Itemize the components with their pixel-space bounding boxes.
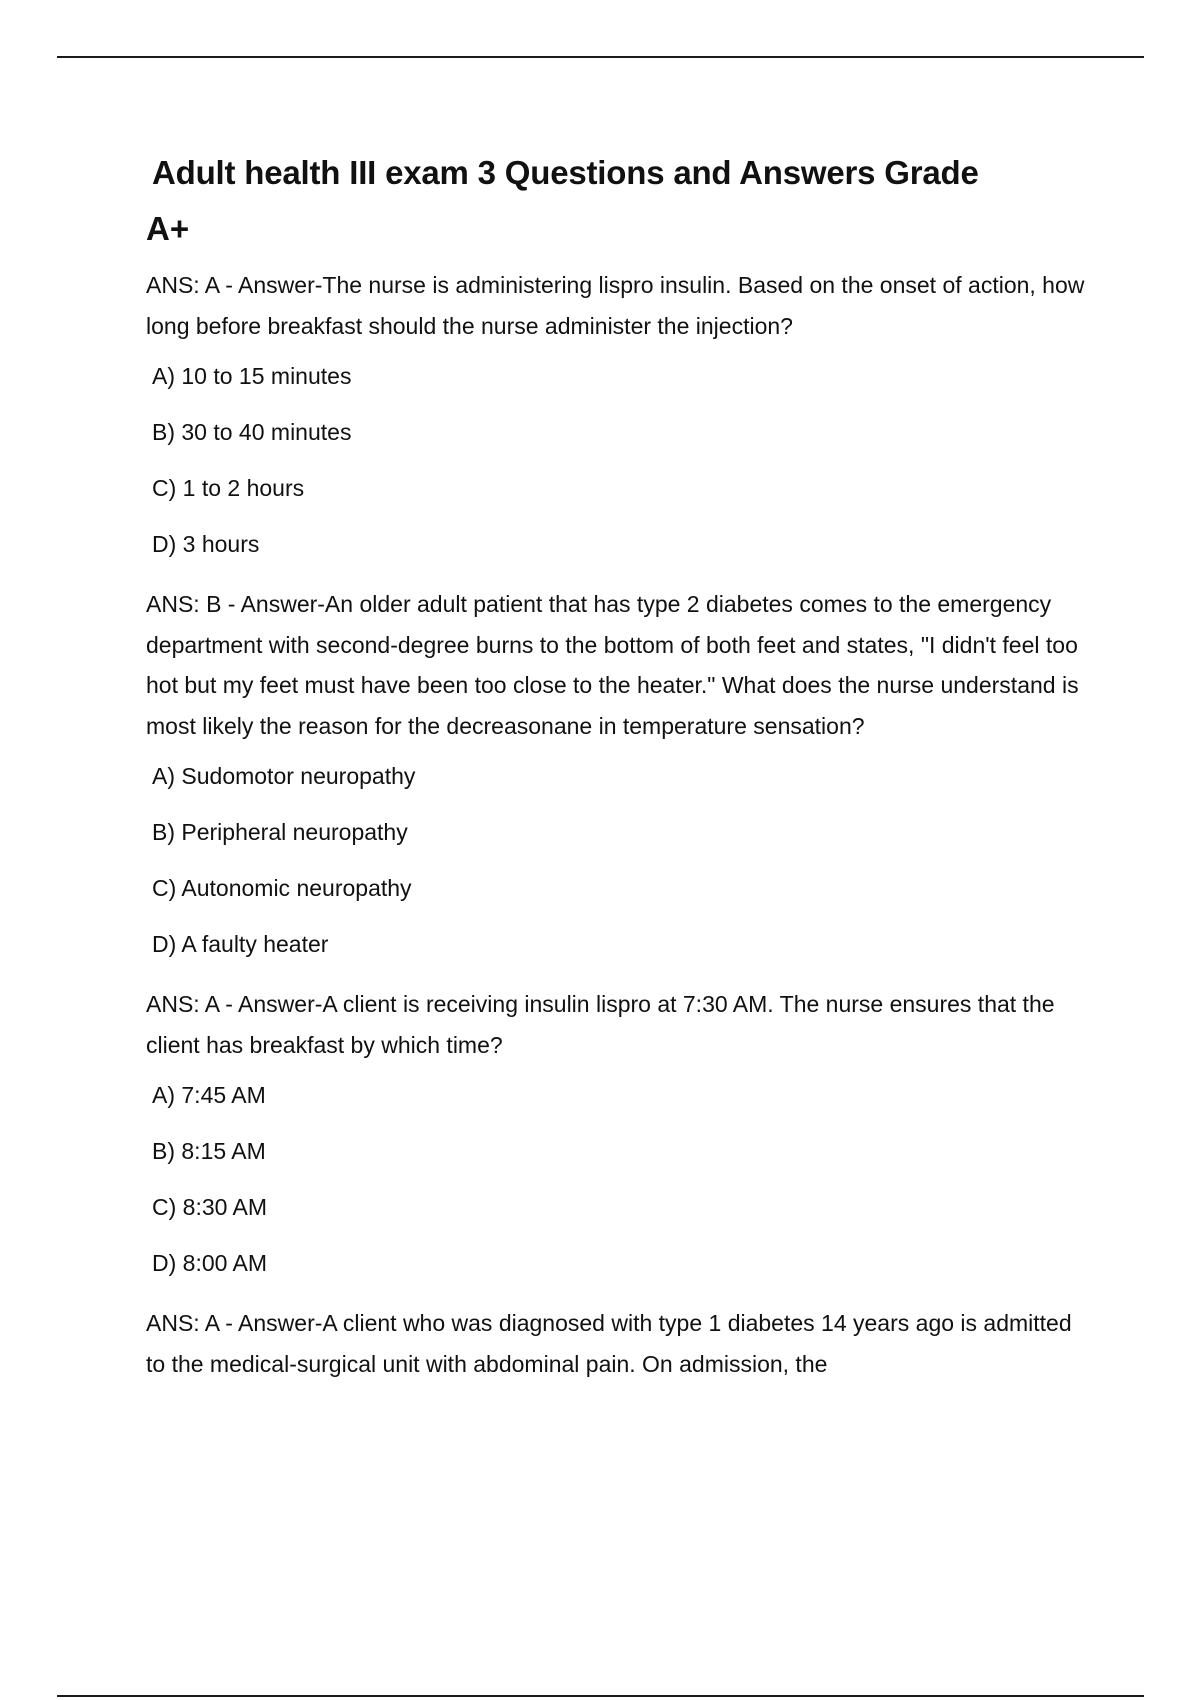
answer-option: D) 8:00 AM [152,1250,268,1276]
question-block-3 [146,984,1086,1289]
question-text: ANS: A - Answer-A client who was diagnosed with type 1 diabetes 14 years ago is admitted to the medical-surgical unit with abdominal pain. On admission, the [146,1310,1072,1377]
question-text: ANS: A - Answer-The nurse is administering lispro insulin. Based on the onset of action, how long before breakfast should the nurse administer the injection? [146,272,1085,339]
answer-option: C) 8:30 AM [152,1194,268,1220]
answer-option: D) A faulty heater [152,931,329,957]
title-line-1: Adult health III exam 3 Questions and Answers Grade [152,154,979,191]
answer-option: B) 8:15 AM [152,1138,266,1164]
question-block-1 [146,265,1086,570]
question-block-4 [146,1303,1086,1384]
footer-rule [57,1695,1144,1697]
document-body [146,144,1086,1384]
answer-option: C) 1 to 2 hours [152,475,305,501]
answer-option: A) Sudomotor neuropathy [152,763,416,789]
answer-option: B) 30 to 40 minutes [152,419,352,445]
question-block-2 [146,584,1086,970]
question-text: ANS: A - Answer-A client is receiving insulin lispro at 7:30 AM. The nurse ensures that the client has breakfast by which time? [146,991,1055,1058]
answer-option: A) 7:45 AM [152,1082,266,1108]
title-line-2: A+ [146,210,190,247]
answer-option: B) Peripheral neuropathy [152,819,408,845]
answer-option: D) 3 hours [152,531,260,557]
question-text: ANS: B - Answer-An older adult patient that has type 2 diabetes comes to the emergency department with second-degree burns to the bottom of both feet and states, "I didn't feel too hot but my feet must have been too close to the heater." What does the nurse understand is most likely the reason for the decreasonane in temperature sensation? [146,591,1079,739]
header-rule [57,56,1144,58]
answer-option: A) 10 to 15 minutes [152,363,352,389]
document-title [152,144,1086,201]
answer-option: C) Autonomic neuropathy [152,875,412,901]
